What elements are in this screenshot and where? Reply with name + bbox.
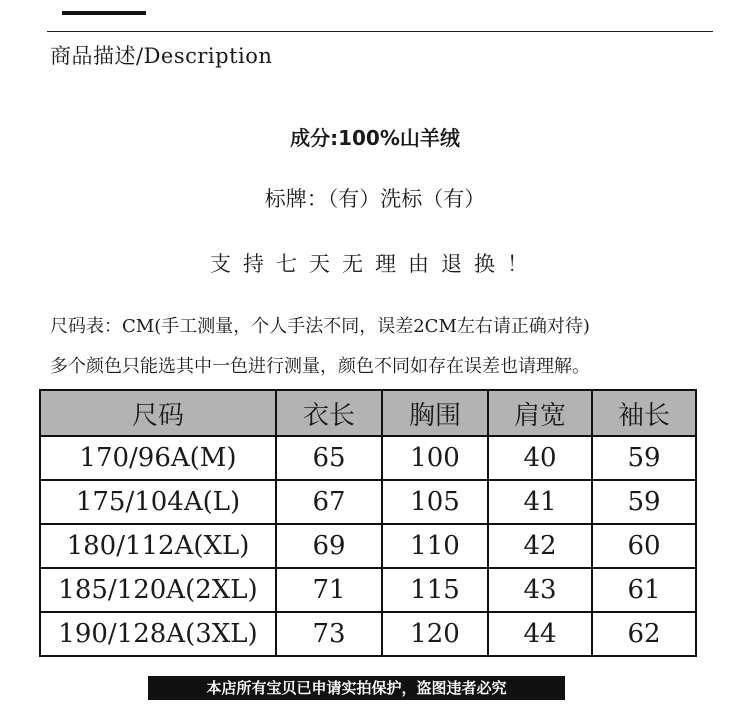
table-row: [40, 568, 696, 612]
color-note: 多个颜色只能选其中一色进行测量，颜色不同如存在误差也请理解。: [50, 356, 590, 377]
sleeve-cell: 59: [592, 436, 696, 480]
length-cell: 73: [276, 612, 382, 656]
length-cell: 65: [276, 436, 382, 480]
size-table-header-row: [40, 390, 696, 436]
chest-cell: 120: [382, 612, 488, 656]
table-row: [40, 480, 696, 524]
section-tab-indicator: [62, 11, 146, 15]
table-row: [40, 524, 696, 568]
length-cell: 67: [276, 480, 382, 524]
chest-cell: 115: [382, 568, 488, 612]
shoulder-cell: 43: [488, 568, 592, 612]
header-divider: [47, 31, 713, 32]
length-cell: 71: [276, 568, 382, 612]
size-cell: 175/104A(L): [40, 480, 276, 524]
size-cell: 185/120A(2XL): [40, 568, 276, 612]
size-cell: 190/128A(3XL): [40, 612, 276, 656]
header-shoulder: 肩宽: [488, 390, 592, 436]
sleeve-cell: 61: [592, 568, 696, 612]
shoulder-cell: 42: [488, 524, 592, 568]
size-table: [39, 389, 697, 657]
size-cell: 180/112A(XL): [40, 524, 276, 568]
sleeve-cell: 62: [592, 612, 696, 656]
header-length: 衣长: [276, 390, 382, 436]
sleeve-cell: 59: [592, 480, 696, 524]
tags-text: 标牌：（有）洗标（有）: [264, 187, 486, 211]
length-cell: 69: [276, 524, 382, 568]
shoulder-cell: 41: [488, 480, 592, 524]
chest-cell: 100: [382, 436, 488, 480]
return-policy-text: 支持七天无理由退换！: [210, 252, 540, 276]
measurement-note: 尺码表：CM(手工测量，个人手法不同，误差2CM左右请正确对待): [50, 316, 590, 337]
shoulder-cell: 40: [488, 436, 592, 480]
table-row: [40, 612, 696, 656]
chest-cell: 110: [382, 524, 488, 568]
size-cell: 170/96A(M): [40, 436, 276, 480]
header-chest: 胸围: [382, 390, 488, 436]
composition-text: 成分:100%山羊绒: [290, 126, 460, 150]
chest-cell: 105: [382, 480, 488, 524]
sleeve-cell: 60: [592, 524, 696, 568]
header-sleeve: 袖长: [592, 390, 696, 436]
header-size: 尺码: [40, 390, 276, 436]
shoulder-cell: 44: [488, 612, 592, 656]
description-heading: 商品描述/Description: [50, 44, 273, 68]
copyright-banner: 本店所有宝贝已申请实拍保护，盗图违者必究: [148, 676, 565, 700]
table-row: [40, 436, 696, 480]
